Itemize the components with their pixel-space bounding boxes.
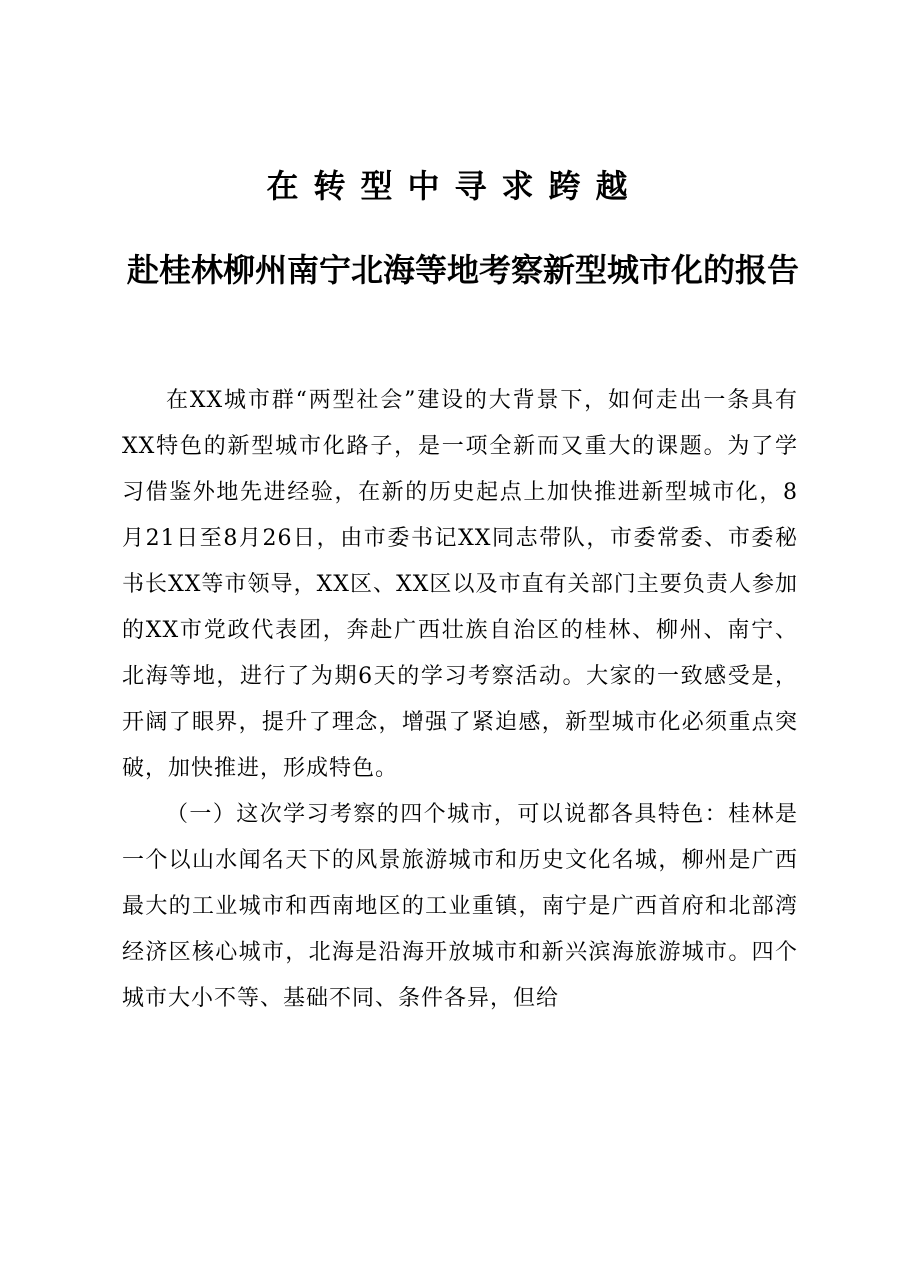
document-title: 在转型中寻求跨越 bbox=[266, 167, 643, 205]
document-body bbox=[122, 378, 798, 1022]
paragraph: （一）这次学习考察的四个城市，可以说都各具特色：桂林是一个以山水闻名天下的风景旅游城市和历史文化名城，柳州是广西最大的工业城市和西南地区的工业重镇，南宁是广西首府和北部湾经济区核心城市，北海是沿海开放城市和新兴滨海旅游城市。四个城市大小不等、基础不同、条件各异，但给 bbox=[122, 802, 798, 1011]
document-subtitle: 赴桂林柳州南宁北海等地考察新型城市化的报告 bbox=[126, 251, 799, 289]
paragraph: 在XX城市群“两型社会”建设的大背景下，如何走出一条具有XX特色的新型城市化路子，是一项全新而又重大的课题。为了学习借鉴外地先进经验，在新的历史起点上加快推进新型城市化，8月21日至8月26日，由市委书记XX同志带队，市委常委、市委秘书长XX等市领导，XX区、XX区以及市直有关部门主要负责人参加的XX市党政代表团，奔赴广西壮族自治区的桂林、柳州、南宁、北海等地，进行了为期6天的学习考察活动。大家的一致感受是，开阔了眼界，提升了理念，增强了紧迫感，新型城市化必须重点突破，加快推进，形成特色。 bbox=[122, 388, 798, 781]
